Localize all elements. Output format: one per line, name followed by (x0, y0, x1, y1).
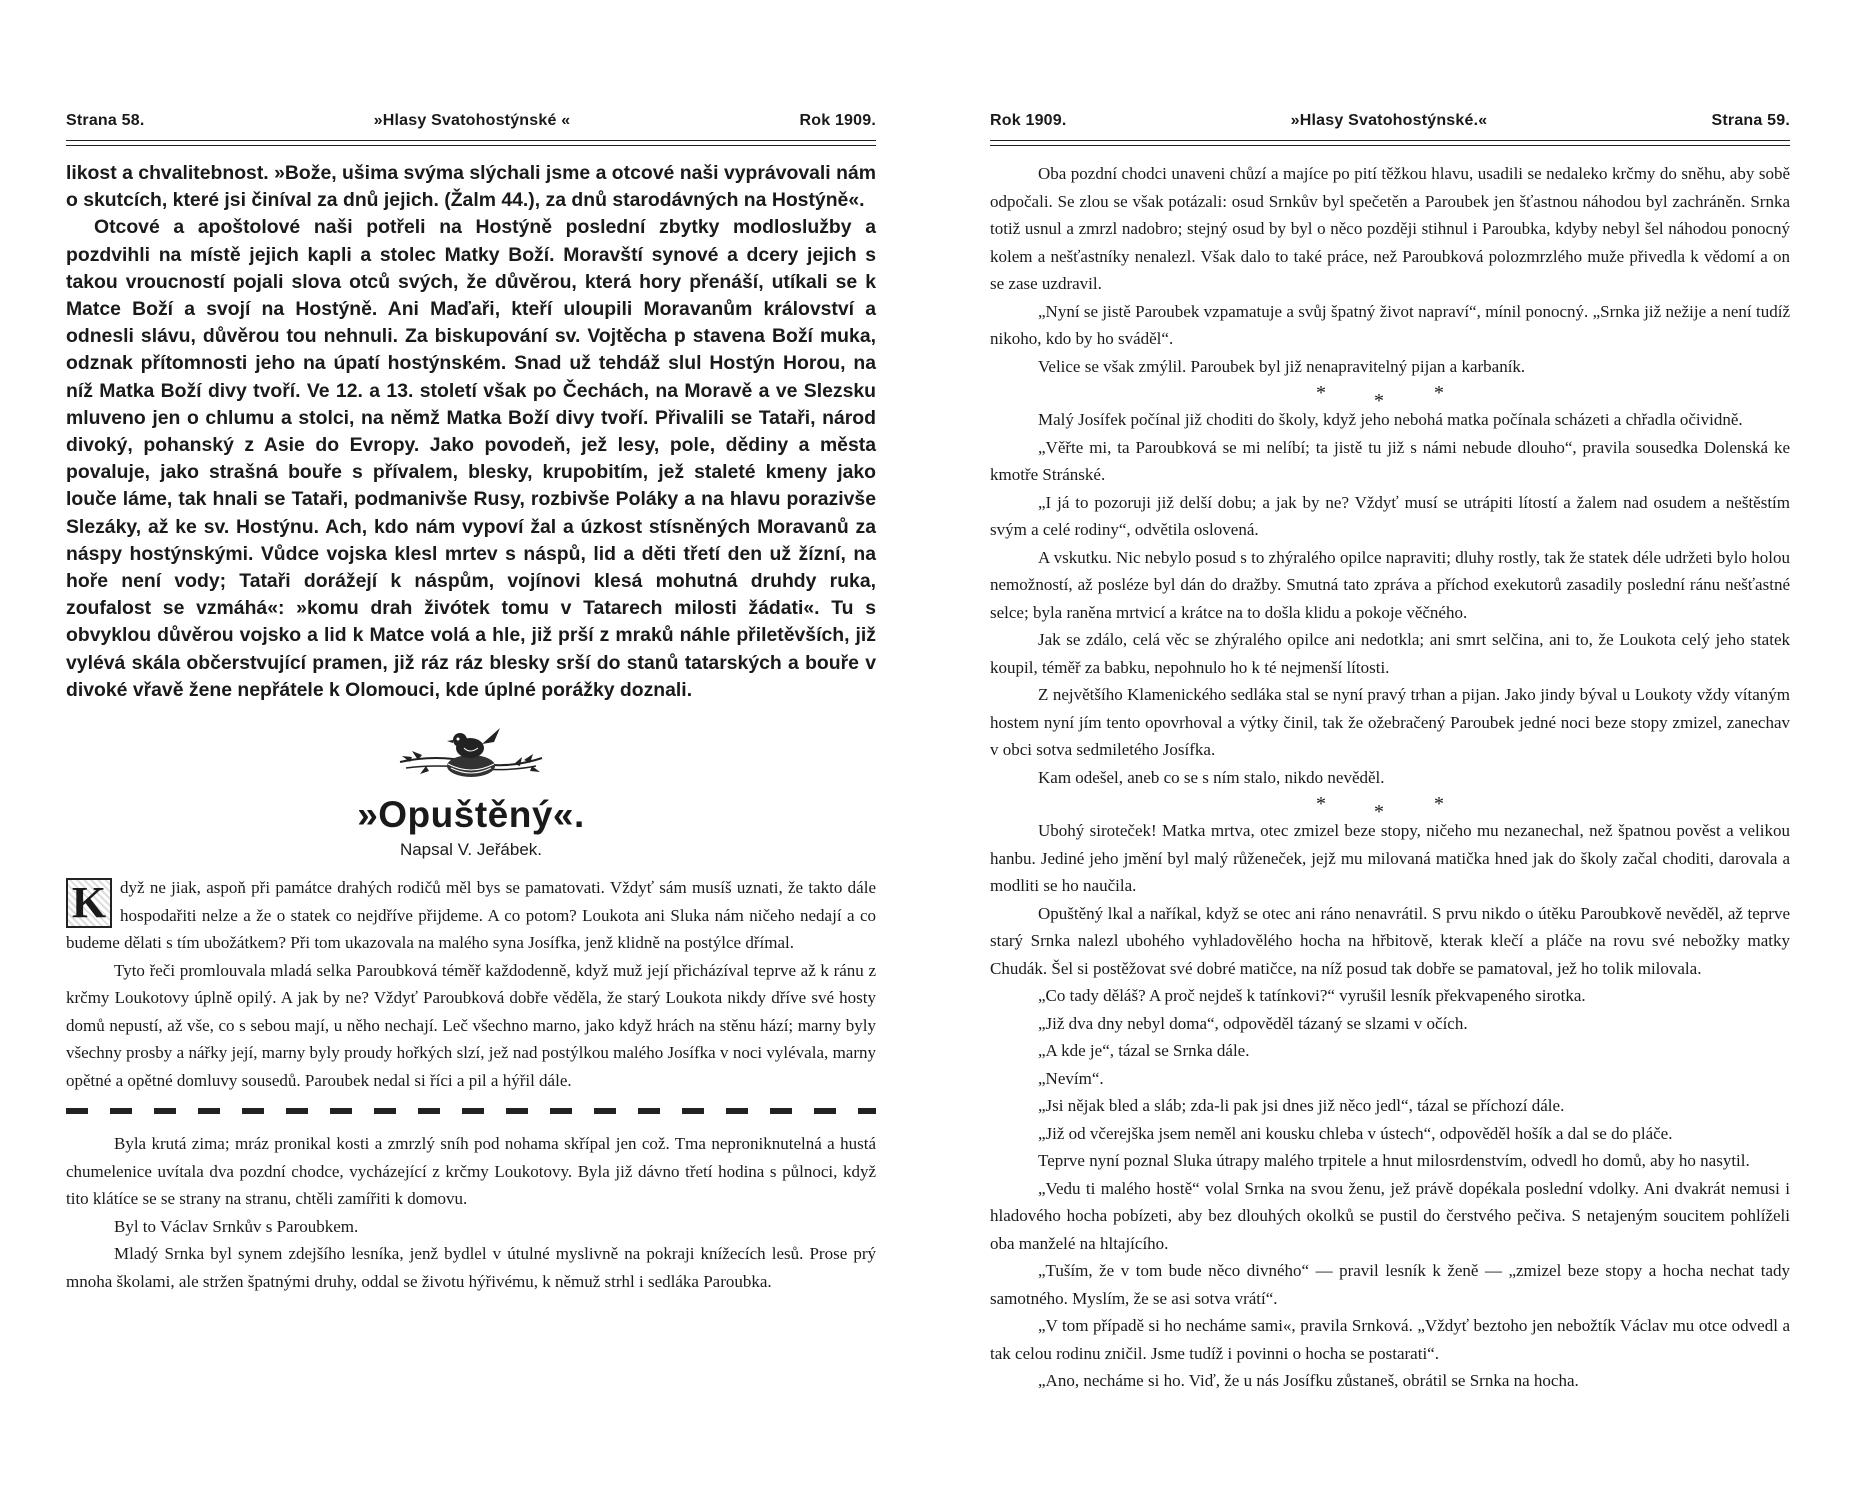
paragraph-text: dyž ne jiak, aspoň při památce drahých rodičů měl bys se pamatovati. Vždyť sám musíš uznati, že takto dále hospodařiti nelze a že o statek co nejdříve přijdeme. A co potom? Loukota ani Sluka nám ničeho nedají a co budeme dělati s tím ubožátkem? Při tom ukazovala na malého syna Josífka, jenž klidně na postýlce dřímal. (66, 878, 876, 953)
paragraph: Byla krutá zima; mráz pronikal kosti a zmrzlý sníh pod nohama skřípal jen což. Tma neproniknutelná a hustá chumelenice uvítala dva pozdní chodce, vycházející z krčmy Loukotovy. Byla již dávno třetí hodina s půlnoci, když tito klátíce se se strany na stranu, chtěli zamířiti k domovu. (66, 1134, 876, 1209)
paragraph: „Již od včerejška jsem neměl ani kousku chleba v ústech“, odpověděl hošík a dal se do pláče. (1038, 1123, 1673, 1143)
publication-title: »Hlasy Svatohostýnské.« (1290, 112, 1488, 129)
paragraph: Z největšího Klamenického sedláka stal se nyní pravý trhan a pijan. Jako jindy býval u Loukoty vždy vítaným hostem nyní jím tento opovrhoval a výtky činil, tak že ožebračený Paroubek jedné noci beze stopy zmizel, zanechav v obci sotva sedmiletého Josífka. (990, 685, 1790, 759)
paragraph: Byl to Václav Srnkův s Paroubkem. (114, 1216, 359, 1236)
paragraph: likost a chvalitebnost. »Bože, ušima svýma slýchali jsme a otcové naši vyprávovali nám o skutcích, které jsi činíval za dnů jejich. (Žalm 44.), za dnů starodávných na Hostýně«. (66, 162, 876, 212)
section-separator: * * * (1316, 382, 1444, 412)
paragraph: Opuštěný lkal a naříkal, když se otec ani ráno nenavrátil. S prvu nikdo o útěku Paroubkově nevěděl, až teprve starý Srnka nalezl ubohého vyhladovělého hocha na hřbitově, kterak klečí a pláče na rovu své nebožky matky Chudák. Šel si postěžovat své dobré matičce, na níž posud tak dobře se pamatoval, jež ho tolik milovala. (990, 903, 1790, 978)
article-continuation (66, 160, 876, 704)
page-header (990, 112, 1790, 130)
page-header (66, 112, 876, 130)
paragraph: Ubohý siroteček! Matka mrtva, otec zmizel beze stopy, ničeho mu nezanechal, než špatnou pověst a velikou hanbu. Jediné jeho jmění byl malý růženeček, jejž mu milovaná matička hned jak do školy začal choditi, darovala a modliti se ho naučila. (990, 821, 1790, 895)
paragraph: Malý Josífek počínal již choditi do školy, když jeho nebohá matka počínala scházeti a chřadla očividně. (1038, 410, 1743, 429)
paragraph: „Jsi nějak bled a sláb; zda-li pak jsi dnes již něco jedl“, tázal se příchozí dále. (1038, 1096, 1565, 1115)
page-number: Strana 59. (1711, 112, 1790, 129)
story-text (66, 874, 876, 1295)
paragraph: Teprve nyní poznal Sluka útrapy malého trpitele a hnut milosrdenstvím, odvedl ho domů, aby ho nasytil. (1038, 1151, 1750, 1170)
paragraph: Tyto řeči promlouvala mladá selka Paroubková téměř každodenně, když muž její přicházíval teprve až k ránu z krčmy Loukotovy úplně opilý. A jak by ne? Vždyť Paroubková dobře věděla, že starý Loukota nikdy dříve své hosty domů nepustí, až vše, co s sebou mají, u něho nechají. Leč všechno marno, jako když hrách na stěnu hází; marny byly všechny prosby a nářky její, marny byly proudy hořkých slzí, jež nad postýlkou malého Josífka v noci vylévala, marny opětné a opětné domluvy sousedů. Paroubek nedal si říci a pil a hýřil dále. (66, 960, 876, 1090)
bird-nest-ornament (396, 718, 546, 784)
paragraph: Kam odešel, aneb co se s ním stalo, nikdo nevěděl. (1038, 767, 1385, 787)
story-byline: Napsal V. Jeřábek. (399, 840, 543, 860)
drop-cap: K (66, 878, 112, 928)
header-rule (66, 140, 876, 146)
header-rule (990, 140, 1790, 146)
paragraph: „Tuším, že v tom bude něco divného“ — pravil lesník k ženě — „zmizel beze stopy a hocha nechat tady samotného. Myslím, že se asi sotva vrátí“. (990, 1261, 1790, 1308)
left-body (66, 160, 876, 1295)
paragraph: „V tom případě si ho necháme sami«, pravila Srnková. „Vždyť beztoho jen nebožtík Václav mu otce odvedl a tak celou rodinu zničil. Jsme tudíž i povinni o hocha se postarati“. (990, 1316, 1790, 1363)
paragraph: Mladý Srnka byl synem zdejšího lesníka, jenž bydlel v útulné myslivně na pokraji knížecích lesů. Prose prý mnoha školami, ale stržen špatnými druhy, oddal se životu hýřivému, k němuž strhl i sedláka Paroubka. (66, 1244, 876, 1291)
story-title: »Opuštěný«. (357, 794, 585, 836)
paragraph: Velice se však zmýlil. Paroubek byl již nenapravitelný pijan a karbaník. (1038, 356, 1526, 376)
paragraph: Oba pozdní chodci unaveni chůzí a majíce po pití těžkou hlavu, usadili se nedaleko krčmy do sněhu, aby sobě odpočali. Se zlou se však potázali: osud Srnkův byl spečetěn a Paroubek jen šťastnou náhodou byl zachráněn. Srnka totiž usnul a zmrzl nadobro; stejný osud by byl o něco později stihnul i Paroubka, kdyby nebyl šel náhodou ponocný kolem a nešťastníky nenalezl. Však dalo to také práce, než Paroubková polozmrzlého muže přivedla k vědomí a on se zase uzdravil. (990, 164, 1790, 293)
paragraph: A vskutku. Nic nebylo posud s to zhýralého opilce napraviti; dluhy rostly, tak že statek déle udržeti bylo holou nemožností, až posléze byl dán do dražby. Smutná tato zpráva a příchod exekutorů zasadily poslední ránu nešťastné selce; byla raněna mrtvicí a krátce na to došla klidu a pokoje věčného. (990, 547, 1790, 622)
paragraph: „Nevím“. (1038, 1068, 1104, 1088)
year: Rok 1909. (990, 112, 1067, 129)
paragraph: „I já to pozoruji již delší dobu; a jak by ne? Vždyť musí se utrápiti lítostí a žalem nad osudem a neštěstím svým a celé rodiny“, odvětila oslovená. (990, 492, 1790, 539)
paragraph: „Co tady děláš? A proč nejdeš k tatínkovi?“ vyrušil lesník překvapeného sirotka. (1038, 986, 1586, 1005)
section-separator: * * * (1316, 793, 1444, 823)
paragraph (66, 874, 876, 957)
paragraph: Otcové a apoštolové naši potřeli na Hostýně poslední zbytky modloslužby a pozdvihli na místě jejich kapli a stolec Matky Boží. Moravští synové a dcery jejich s takou vroucností pojali slova otců svých, že důvěrou, která hory přenáší, utíkali se k Matce Boží a svojí na Hostýně. Ani Maďaři, kteří uloupili Moravanům království a odnesli slávu, důvěrou tou nehnuli. Za biskupování sv. Vojtěcha p stavena Boží muka, odznak přítomnosti jeho na úpatí hostýnském. Snad už tehdáž slul Hostýn Horou, na níž Matka Boží divy tvoří. Ve 12. a 13. století však po Čechách, na Moravě a ve Slezsku mluveno jen o chlumu a stolci, na němž Matka Boží divy tvoří. Přivalili se Tataři, národ divoký, pohanský z Asie do Evropy. Jako povodeň, jež lesy, pole, dědiny a města povaluje, jako strašná bouře s přívalem, blesky, krupobitím, jež staleté kmeny jako louče láme, tak hnali se Tataři, podmanivše Rusy, rozbivše Poláky a na hlavu porazivše Slezáky, až ke sv. Hostýnu. Ach, kdo nám vypoví žal a úzkost stísněných Moravanů za náspy hostýnskými. Vůdce vojska klesl mrtev s náspů, lid a děti třetí den už žízní, na hoře není vody; Tataři dorážejí k náspům, vojínovi klesá mohutná druhdy ruka, zoufalost se vzmáhá«: »komu drah živótek tomu v Tatarech milosti žádati«. Tu s obvyklou důvěrou vojsko a lid k Matce volá a hle, již prší z mraků náhle přiletěvších, již vylévá skála občerstvující pramen, již ráz ráz blesky srší do stanů tatarských a bouře v divoké vřavě žene nepřátele k Olomouci, kde úplné porážky doznali. (66, 216, 876, 701)
paragraph: „Nyní se jistě Paroubek vzpamatuje a svůj špatný život napraví“, mínil ponocný. „Srnka již nežije a není tudíž nikoho, kdo by ho sváděl“. (990, 301, 1790, 348)
right-page (990, 0, 1790, 1500)
paragraph: „A kde je“, tázal se Srnka dále. (1038, 1041, 1250, 1060)
paragraph: Jak se zdálo, celá věc se zhýralého opilce ani nedotkla; ani smrt selčina, ani to, že Loukota celý jeho statek koupil, téměř za babku, nepohnulo ho k té nejmenší lítosti. (990, 630, 1790, 677)
year: Rok 1909. (799, 112, 876, 129)
dashed-separator (66, 1108, 876, 1114)
paragraph: „Vedu ti malého hostě“ volal Srnka na svou ženu, jež právě dopékala poslední vdolky. Ani dvakrát nemusi i hladového hocha pobízeti, aby bez dlouhých okolků se pustil do čerstvého pečiva. S netajeným soucitem pohlíželi oba manželé na hltajícího. (990, 1178, 1790, 1253)
paragraph: „Již dva dny nebyl doma“, odpověděl tázaný se slzami v očích. (1038, 1013, 1468, 1033)
paragraph: „Věřte mi, ta Paroubková se mi nelíbí; ta jistě tu již s námi nebude dlouho“, pravila sousedka Dolenská ke kmotře Stránské. (990, 437, 1790, 484)
left-page (66, 0, 876, 1500)
paragraph: „Ano, necháme si ho. Viď, že u nás Josífku zůstaneš, obrátil se Srnka na hocha. (1038, 1371, 1579, 1390)
page-number: Strana 58. (66, 112, 145, 129)
right-body (990, 160, 1790, 1395)
publication-title: »Hlasy Svatohostýnské « (373, 112, 571, 129)
